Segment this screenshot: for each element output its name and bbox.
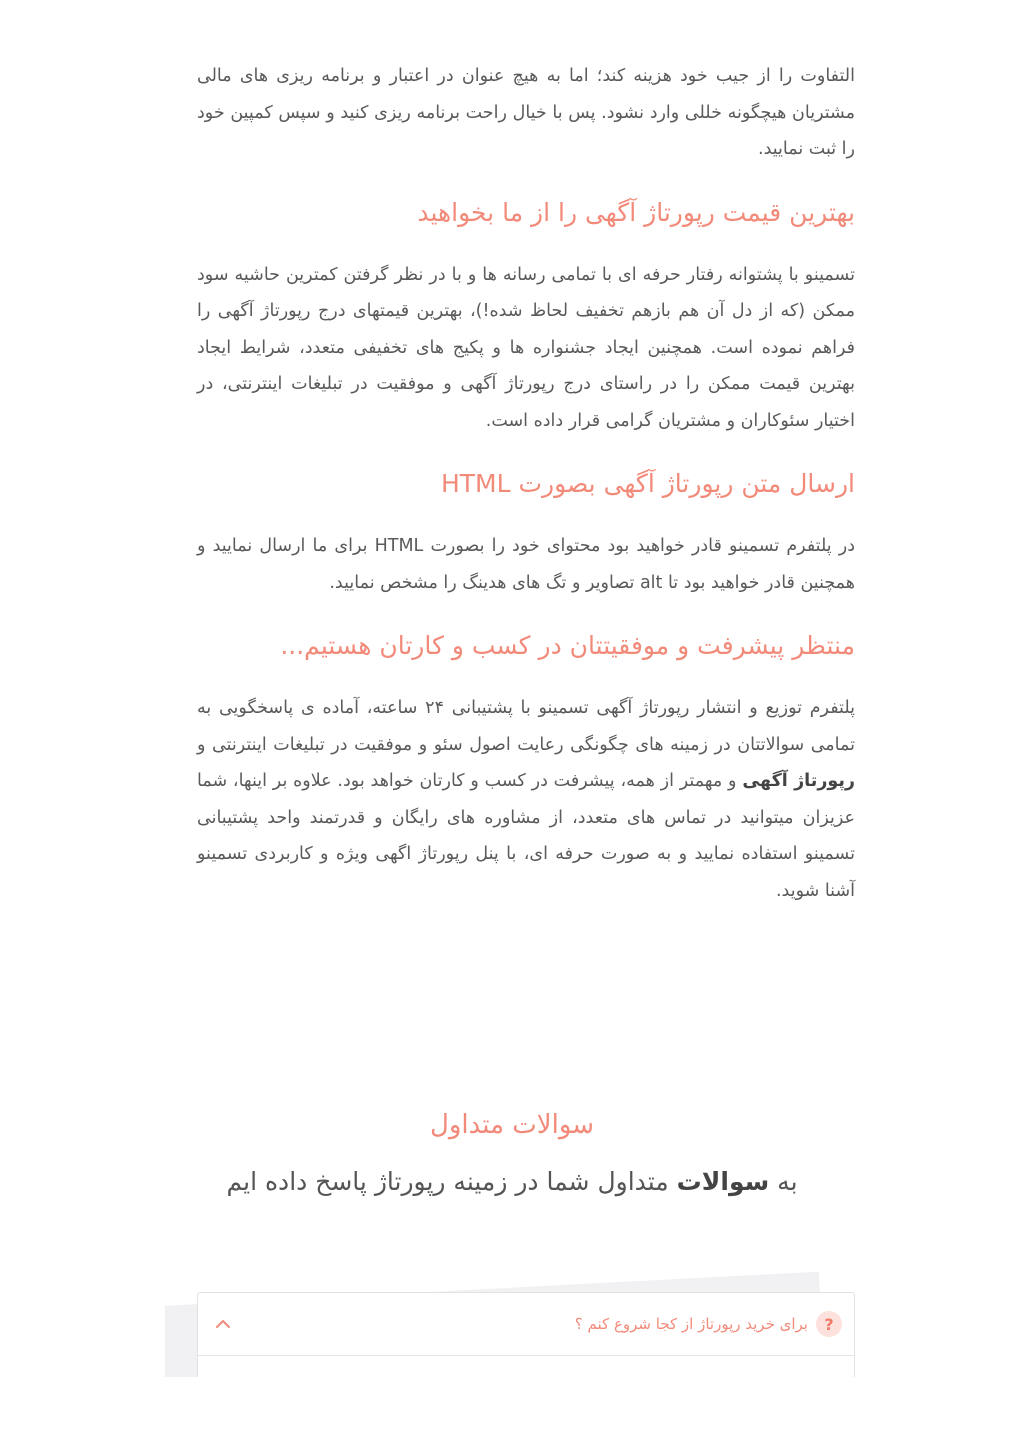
question-icon: ?	[816, 1311, 842, 1337]
faq-kicker: سوالات متداول	[429, 1110, 595, 1140]
section-heading: ارسال متن رپورتاژ آگهی بصورت HTML	[440, 469, 855, 498]
faq-title	[0, 1158, 1024, 1206]
paragraph-text: پلتفرم توزیع و انتشار رپورتاژ آگهی تسمینو با پشتیبانی ۲۴ ساعته، آماده ی پاسخگویی به تمامی سوالاتتان در زمینه های چگونگی رعایت اصول سئو و موفقیت در تبلیغات اینترنتی و	[197, 698, 855, 755]
faq-accordion	[165, 1262, 865, 1377]
paragraph: در پلتفرم تسمینو قادر خواهید بود محتوای خود را بصورت HTML برای ما ارسال نمایید و همچنین قادر خواهید بود تا alt تصاویر و تگ های هدینگ را مشخص نمایید.	[197, 536, 855, 593]
faq-item	[197, 1292, 855, 1377]
faq-title-rest: متداول شما در زمینه رپورتاژ پاسخ داده ایم	[226, 1167, 677, 1196]
faq-title-bold: سوالات	[676, 1167, 770, 1196]
paragraph-text: و مهمتر از همه، پیشرفت در کسب و کارتان خواهد بود. علاوه بر اینها، شما عزیزان میتوانید در تماس های متعدد، از مشاوره های رایگان و قدرتمند واحد پشتیبانی تسمینو استفاده نمایید و به صورت حرفه ای، با پنل رپورتاژ اگهی ویژه و کاربردی تسمینو آشنا شوید.	[197, 771, 855, 901]
article-content	[197, 58, 855, 909]
faq-question	[575, 1311, 842, 1337]
paragraph	[197, 690, 855, 909]
chevron-up-icon[interactable]	[212, 1313, 234, 1335]
faq-title-prefix: به	[769, 1167, 798, 1196]
paragraph: التفاوت را از جیب خود هزینه کند؛ اما به هیچ عنوان در اعتبار و برنامه ریزی های مالی مشتریان هیچگونه خللی وارد نشود. پس با خیال راحت برنامه ریزی کنید و سپس کمپین خود را ثبت نمایید.	[197, 66, 855, 159]
section-heading: منتظر پیشرفت و موفقیتتان در کسب و کارتان هستیم...	[280, 631, 855, 660]
paragraph: تسمینو با پشتوانه رفتار حرفه ای با تمامی رسانه ها و با در نظر گرفتن کمترین حاشیه سود ممکن (که از دل آن هم بازهم تخفیف لحاظ شده!)، بهترین قیمتهای درج رپورتاژ آگهی را فراهم نموده است. همچنین ایجاد جشنواره ها و پکیج های تخفیفی متعدد، شرایط ایجاد بهترین قیمت ممکن را در راستای درج رپورتاژ آگهی و موفقیت در تبلیغات اینترنتی، در اختیار سئوکاران و مشتریان گرامی قرار داده است.	[197, 264, 855, 431]
reportage-link[interactable]: رپورتاژ آگهی	[742, 771, 856, 791]
section-heading: بهترین قیمت رپورتاژ آگهی را از ما بخواهید	[417, 197, 855, 227]
faq-section	[0, 1100, 1024, 1206]
faq-item-header[interactable]	[198, 1293, 854, 1356]
faq-question-text: برای خرید رپورتاژ از کجا شروع کنم ؟	[574, 1315, 808, 1333]
